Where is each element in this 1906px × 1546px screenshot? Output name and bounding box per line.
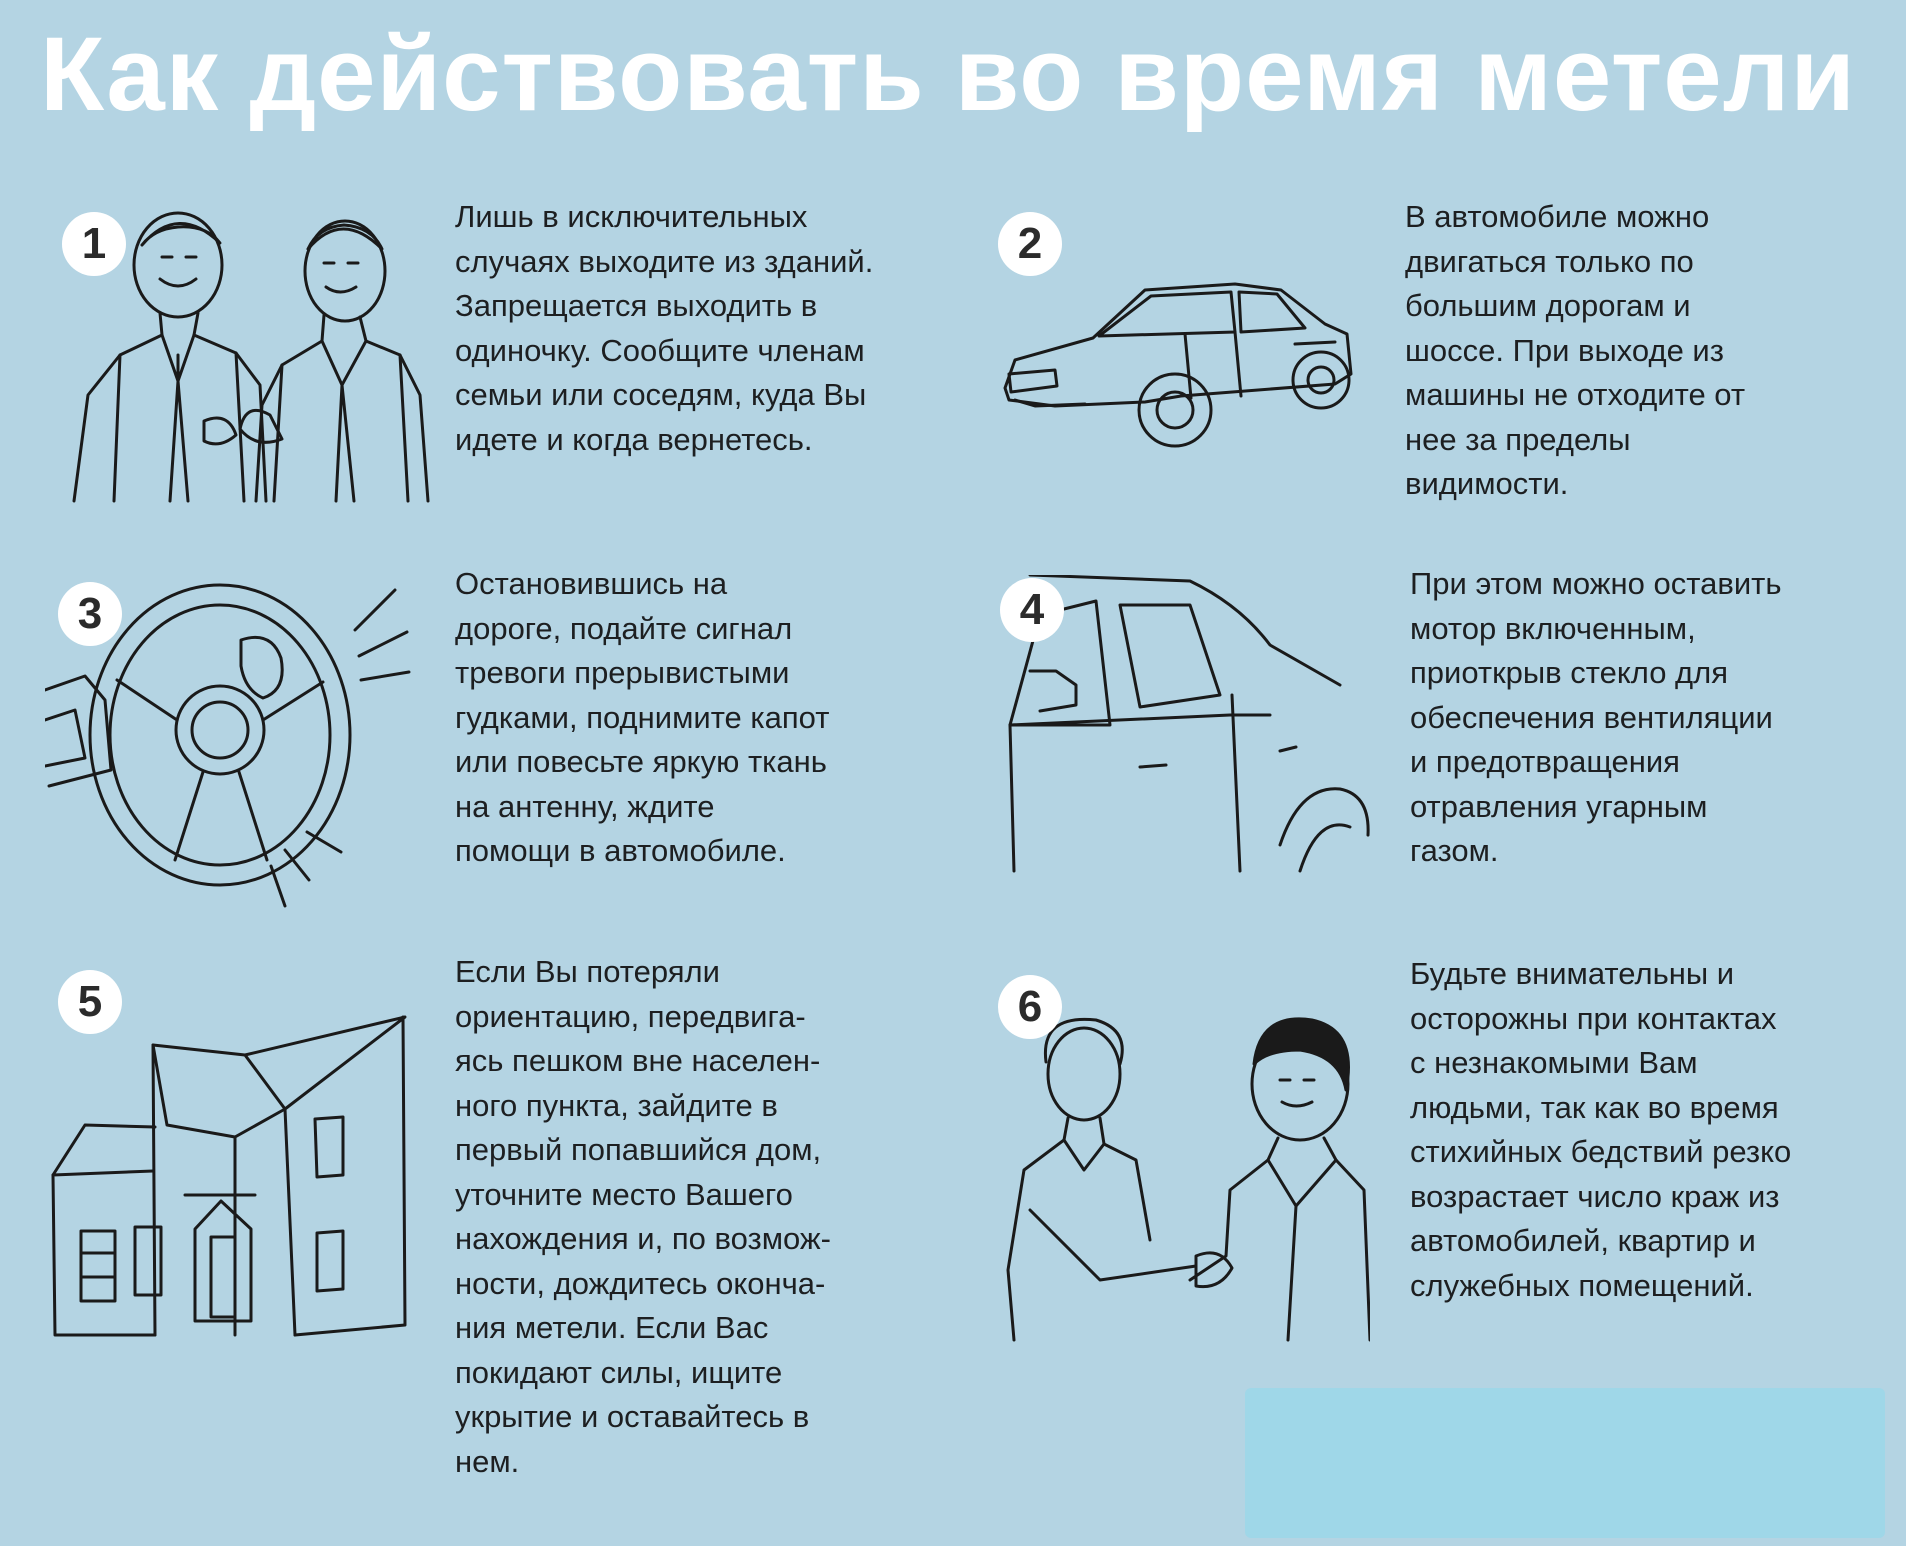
step-number-badge: 5 — [58, 970, 122, 1034]
bottom-decorative-panel — [1245, 1388, 1885, 1538]
step-text: Лишь в исключительных случаях выходите из зданий. Запрещается выходить в одиночку. Сообщите членам семьи или соседям, куда Вы идете и когда вернетесь. — [455, 199, 874, 457]
handshake-people-icon — [1000, 1010, 1370, 1350]
step-text: Будьте внимательны и осторожны при контактах с незнакомыми Вам людьми, так как во время стихийных бедствий резко возрастает число краж из автомобилей, квартир и служебных помещений. — [1410, 956, 1792, 1303]
page-title: Как действовать во время метели — [40, 16, 1856, 133]
step-text: Если Вы потеряли ориентацию, передвига- ясь пешком вне населен- ного пункта, зайдите в первый попавшийся дом, уточните место Вашего нахождения и, по возмож- ности, дождитесь оконча- ния метели. Если Вас покидают силы, ищите укрытие и оставайтесь в нем. — [455, 954, 831, 1479]
step-text: Остановившись на дороге, подайте сигнал тревоги прерывистыми гудками, поднимите капот или повесьте яркую ткань на антенну, ждите помощи в автомобиле. — [455, 566, 830, 868]
step-number-badge: 1 — [62, 212, 126, 276]
step-text: При этом можно оставить мотор включенным, приоткрыв стекло для обеспечения вентиляции и предотвращения отравления угарным газом. — [1410, 566, 1782, 868]
house-icon — [45, 1005, 415, 1345]
step-text: В автомобиле можно двигаться только по большим дорогам и шоссе. При выходе из машины не отходите от нее за пределы видимости. — [1405, 199, 1746, 501]
step-number-badge: 2 — [998, 212, 1062, 276]
step-number-badge: 4 — [1000, 578, 1064, 642]
step-number-badge: 3 — [58, 582, 122, 646]
sedan-car-icon — [995, 270, 1365, 460]
step-number-badge: 6 — [998, 975, 1062, 1039]
